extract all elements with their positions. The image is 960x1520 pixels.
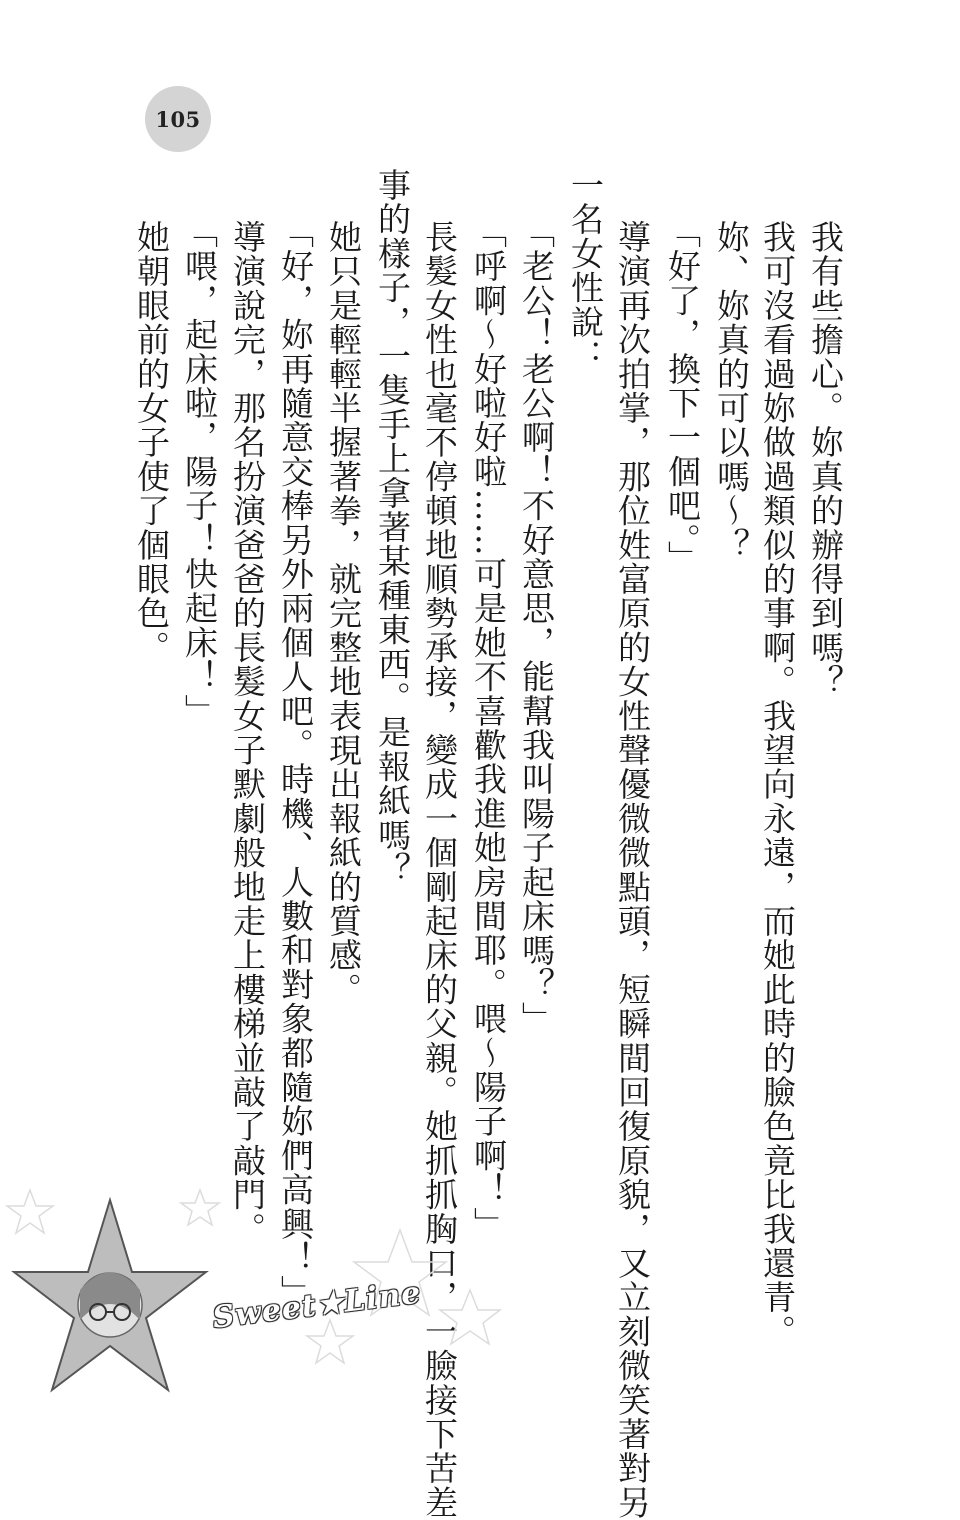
text-column: 她朝眼前的女子使了個眼色。 bbox=[132, 220, 171, 665]
text-column: 「好，妳再隨意交棒另外兩個人吧。時機、人數和對象都隨妳們高興！」 bbox=[276, 215, 315, 1310]
page-number: 105 bbox=[155, 106, 201, 132]
text-column: 妳、妳真的可以嗎～？ bbox=[712, 220, 751, 562]
text-column: 我有些擔心。妳真的辦得到嗎？ bbox=[806, 220, 845, 699]
text-column: 我可沒看過妳做過類似的事啊。我望向永遠，而她此時的臉色竟比我還青。 bbox=[758, 220, 797, 1349]
star-decoration bbox=[0, 1170, 520, 1409]
page-number-badge bbox=[145, 86, 211, 152]
text-column: 一名女性說： bbox=[566, 168, 605, 374]
sweet-line-logo: Sweet★Line bbox=[210, 1275, 424, 1336]
text-column: 「呼啊～好啦好啦……可是她不喜歡我進她房間耶。喂～陽子啊！」 bbox=[469, 215, 508, 1241]
text-column: 「老公！老公啊！不好意思，能幫我叫陽子起床嗎？」 bbox=[517, 215, 556, 1036]
text-column: 導演說完，那名扮演爸爸的長髮女子默劇般地走上樓梯並敲了敲門。 bbox=[228, 220, 267, 1246]
text-column: 導演再次拍掌，那位姓富原的女性聲優微微點頭，短瞬間回復原貌，又立刻微笑著對另 bbox=[613, 220, 652, 1520]
text-column: 她只是輕輕半握著拳，就完整地表現出報紙的質感。 bbox=[324, 220, 363, 1007]
text-column: 事的樣子，一隻手上拿著某種東西。是報紙嗎？ bbox=[373, 168, 412, 887]
text-column: 「好了，換下一個吧。」 bbox=[663, 215, 702, 575]
text-column: 長髮女性也毫不停頓地順勢承接，變成一個剛起床的父親。她抓抓胸口，一臉接下苦差 bbox=[420, 220, 459, 1520]
text-column: 「喂，起床啦，陽子！快起床！」 bbox=[180, 215, 219, 728]
